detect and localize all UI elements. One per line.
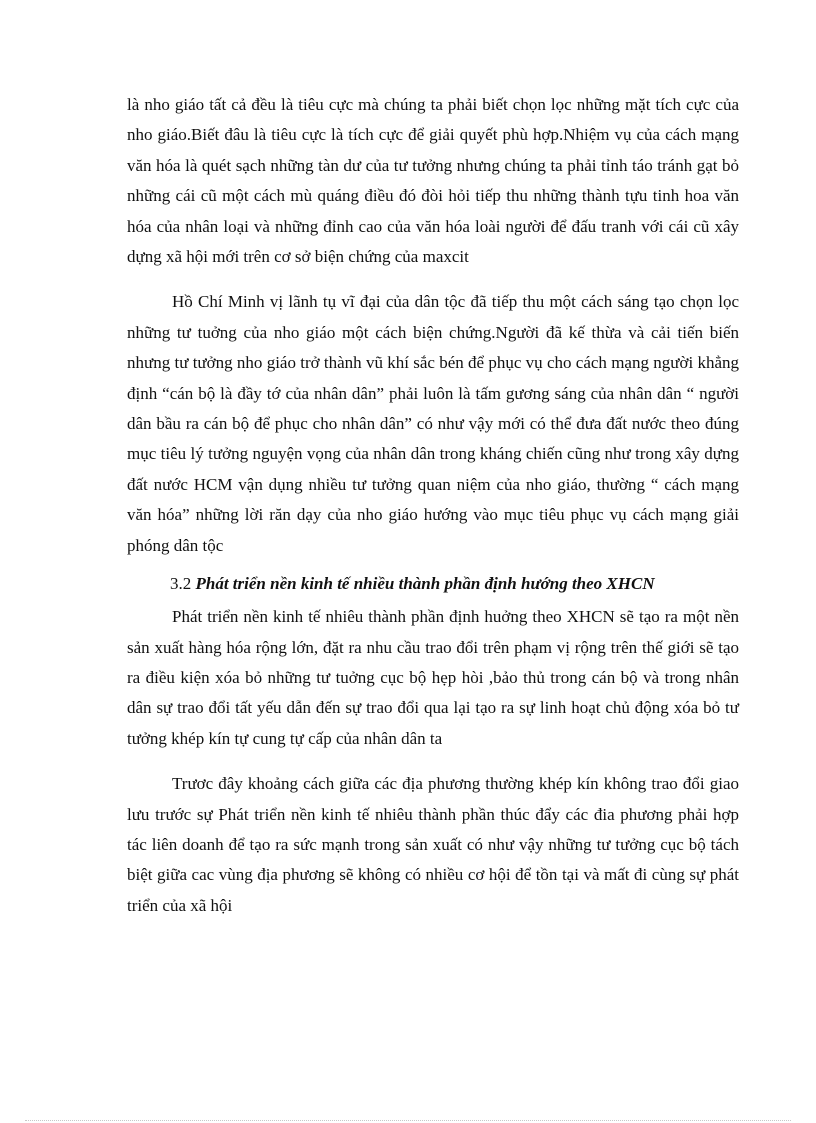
paragraph-1: là nho giáo tất cả đều là tiêu cực mà chúng ta phải biết chọn lọc những mặt tích cực của nho giáo.Biết đâu là tiêu cực là tích cực để giải quyết phù hợp.Nhiệm vụ của cách mạng văn hóa là quét sạch những tàn dư của tư tưởng nhưng chúng ta phải tỉnh táo tránh gạt bỏ những cái cũ một cách mù quáng điều đó đòi hỏi tiếp thu những thành tựu tinh hoa văn hóa của nhân loại và những đỉnh cao của văn hóa loài người để đấu tranh với cái cũ xây dựng xã hội mới trên cơ sở biện chứng của maxcit: [127, 95, 739, 267]
section-number: 3.2: [170, 574, 192, 594]
paragraph-4: Trươc đây khoảng cách giữa các địa phương thường khép kín không trao đổi giao lưu trước sự Phát triển nền kinh tế nhiêu thành phần thúc đẩy các đia phương phải hợp tác liên doanh để tạo ra sức mạnh trong sản xuất có như vậy những tư tưởng cục bộ tách biệt giữa cac vùng địa phương sẽ không có nhiều cơ hội để tồn tại và mất đi cùng sự phát triển của xã hội: [127, 774, 739, 915]
section-title: Phát triển nền kinh tế nhiều thành phần định hướng theo XHCN: [195, 574, 655, 594]
paragraph-3: Phát triển nền kinh tế nhiêu thành phần định huởng theo XHCN sẽ tạo ra một nền sản xuất hàng hóa rộng lớn, đặt ra nhu cầu trao đổi trên phạm vị rộng trên thế giới sẽ tạo ra điều kiện xóa bỏ những tư tuởng cục bộ hẹp hòi ,bảo thủ trong cán bộ và trong nhân dân sự trao đổi tất yếu dẫn đến sự trao đổi qua lại tạo ra sự linh hoạt chủ động xóa bỏ tư tưởng khép kín tự cung tự cấp của nhân dân ta: [127, 607, 739, 748]
paragraph-2: Hồ Chí Minh vị lãnh tụ vĩ đại của dân tộc đã tiếp thu một cách sáng tạo chọn lọc những tư tuởng của nho giáo một cách biện chứng.Người đã kế thừa và cải tiến biến nhưng tư tưởng nho giáo trở thành vũ khí sắc bén để phục vụ cho cách mạng người khẳng định “cán bộ là đầy tớ của nhân dân” phải luôn là tấm gương sáng của nhân dân “ người dân bầu ra cán bộ để phục cho nhân dân” có như vậy mới có thể đưa đất nước theo đúng mục tiêu lý tưởng nguyện vọng của nhân dân trong kháng chiến cũng như trong xây dựng đất nước HCM vận dụng nhiều tư tưởng quan niệm của nho giáo, thường “ cách mạng văn hóa” những lời răn dạy của nho giáo hướng vào mục tiêu phục vụ cách mạng giải phóng dân tộc: [127, 292, 739, 555]
page-footer-divider: [25, 1120, 791, 1121]
section-heading: [127, 569, 739, 599]
document-page: [127, 90, 739, 921]
